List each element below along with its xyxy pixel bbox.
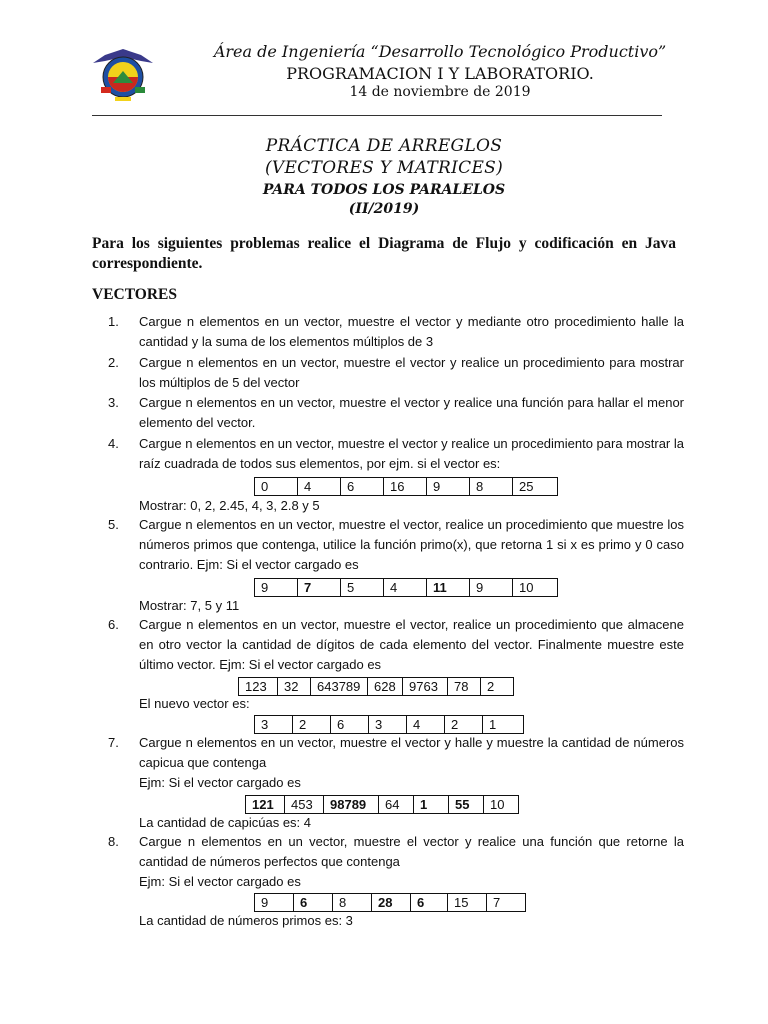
problem-number: 5.	[108, 517, 119, 532]
problem-number: 4.	[108, 436, 119, 451]
header-divider	[92, 115, 662, 116]
vector-cell: 2	[481, 678, 514, 696]
vector-cell: 10	[484, 796, 519, 814]
vector-table	[238, 677, 514, 696]
problem-number: 6.	[108, 617, 119, 632]
vector-table	[254, 578, 558, 597]
doc-subtitle: (VECTORES Y MATRICES)	[264, 158, 504, 178]
vector-cell: 453	[285, 796, 324, 814]
problem-result: La cantidad de capicúas es: 4	[139, 815, 312, 830]
vector-table	[254, 715, 524, 734]
problem-text: Cargue n elementos en un vector, muestre el vector y halle y muestre la cantidad de números capicua que contenga	[139, 735, 684, 771]
vector-cell: 4	[384, 579, 427, 597]
header-area-title: Área de Ingeniería “Desarrollo Tecnológico Productivo”	[213, 42, 667, 61]
vector-cell: 2	[293, 716, 331, 734]
vector-cell: 8	[470, 478, 513, 496]
vector-cell: 123	[239, 678, 278, 696]
vector-cell: 9	[427, 478, 470, 496]
problem-text: Cargue n elementos en un vector, muestre el vector, realice un procedimiento que almacene en otro vector la cantidad de dígitos de cada elemento del vector. Finalmente muestre este último vector. Ejm: Si el vector cargado es	[139, 617, 684, 673]
vector-cell: 8	[333, 894, 372, 912]
vector-cell: 2	[445, 716, 483, 734]
vector-cell: 98789	[324, 796, 379, 814]
vector-cell: 0	[255, 478, 298, 496]
vector-cell: 10	[513, 579, 558, 597]
vector-table	[245, 795, 519, 814]
vector-cell: 4	[407, 716, 445, 734]
vector-cell: 5	[341, 579, 384, 597]
vector-cell: 64	[379, 796, 414, 814]
vector-cell: 16	[384, 478, 427, 496]
vector-cell: 643789	[311, 678, 368, 696]
problem-text: Cargue n elementos en un vector, muestre el vector y realice un procedimiento para mostrar la raíz cuadrada de todos sus elementos, por ejm. si el vector es:	[139, 436, 684, 472]
problem-text: Cargue n elementos en un vector, muestre el vector y realice una función que retorne la cantidad de números perfectos que contenga	[139, 834, 684, 870]
vector-cell: 28	[372, 894, 411, 912]
vector-cell: 25	[513, 478, 558, 496]
doc-audience: PARA TODOS LOS PARALELOS	[262, 182, 506, 198]
vector-cell: 6	[294, 894, 333, 912]
vector-cell: 3	[369, 716, 407, 734]
vector-cell: 6	[341, 478, 384, 496]
vector-cell: 6	[411, 894, 448, 912]
vector-cell: 1	[483, 716, 524, 734]
example-label: Ejm: Si el vector cargado es	[139, 775, 301, 790]
vector-cell: 1	[414, 796, 449, 814]
problem-text: Cargue n elementos en un vector, muestre el vector, realice un procedimiento que muestre los números primos que contenga, utilice la función primo(x), que retorna 1 si x es primo y 0 caso contrario. Ejm: Si el vector cargado es	[139, 517, 684, 573]
vector-cell: 628	[368, 678, 403, 696]
vector-table	[254, 477, 558, 496]
problem-number: 8.	[108, 834, 119, 849]
vector-cell: 55	[449, 796, 484, 814]
vector-cell: 11	[427, 579, 470, 597]
vector-cell: 9	[470, 579, 513, 597]
problem-text: Cargue n elementos en un vector, muestre el vector y realice un procedimiento para mostrar los múltiplos de 5 del vector	[139, 355, 684, 391]
doc-term: (II/2019)	[348, 201, 420, 217]
header-course-title: PROGRAMACION I Y LABORATORIO.	[286, 64, 594, 83]
vector-cell: 78	[448, 678, 481, 696]
vector-cell: 121	[246, 796, 285, 814]
intro-paragraph: Para los siguientes problemas realice el Diagrama de Flujo y codificación en Java correspondiente.	[92, 235, 676, 272]
doc-title: PRÁCTICA DE ARREGLOS	[265, 136, 503, 156]
vector-cell: 3	[255, 716, 293, 734]
problem-number: 1.	[108, 314, 119, 329]
vector-cell: 6	[331, 716, 369, 734]
problem-number: 7.	[108, 735, 119, 750]
problem-label: El nuevo vector es:	[139, 696, 250, 711]
header-date: 14 de noviembre de 2019	[349, 84, 531, 100]
vector-cell: 9	[255, 579, 298, 597]
problem-number: 2.	[108, 355, 119, 370]
vector-table	[254, 893, 526, 912]
example-label: Ejm: Si el vector cargado es	[139, 874, 301, 889]
vector-cell: 32	[278, 678, 311, 696]
vector-cell: 15	[448, 894, 487, 912]
section-heading: VECTORES	[92, 286, 177, 303]
vector-cell: 7	[487, 894, 526, 912]
problem-result: Mostrar: 7, 5 y 11	[139, 598, 240, 613]
problem-text: Cargue n elementos en un vector, muestre el vector y mediante otro procedimiento halle la cantidad y la suma de los elementos múltiplos de 3	[139, 314, 684, 350]
problem-number: 3.	[108, 395, 119, 410]
problem-result: La cantidad de números primos es: 3	[139, 913, 353, 928]
vector-cell: 7	[298, 579, 341, 597]
vector-cell: 9763	[403, 678, 448, 696]
problem-result: Mostrar: 0, 2, 2.45, 4, 3, 2.8 y 5	[139, 498, 320, 513]
problem-text: Cargue n elementos en un vector, muestre el vector y realice una función para hallar el menor elemento del vector.	[139, 395, 684, 431]
vector-cell: 9	[255, 894, 294, 912]
vector-cell: 4	[298, 478, 341, 496]
